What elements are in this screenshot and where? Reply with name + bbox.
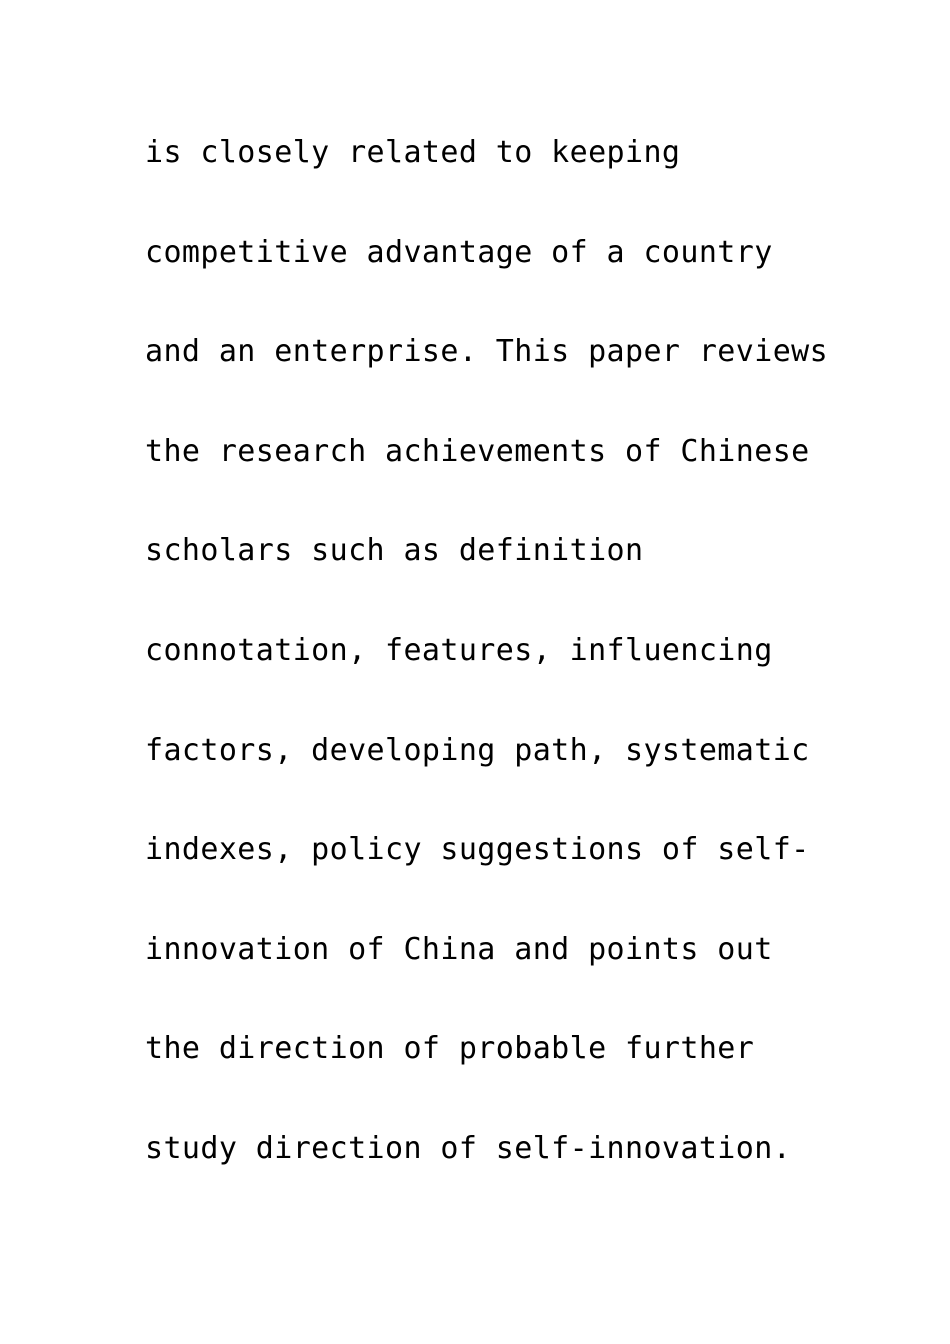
text-line-6: connotation, features, influencing (145, 632, 773, 668)
text-line-5: scholars such as definition (145, 533, 644, 569)
text-line-8: indexes, policy suggestions of self- (145, 832, 810, 868)
text-line-7: factors, developing path, systematic (145, 732, 810, 768)
text-line-2: competitive advantage of a country (145, 234, 773, 270)
text-line-4: the research achievements of Chinese (145, 433, 810, 469)
text-line-3: and an enterprise. This paper reviews (145, 334, 829, 370)
text-line-9: innovation of China and points out (145, 931, 773, 967)
text-line-11: study direction of self-innovation. (145, 1130, 792, 1166)
abstract-text (145, 128, 925, 1224)
text-line-10: the direction of probable further (145, 1031, 755, 1067)
text-line-1: is closely related to keeping (145, 135, 681, 170)
